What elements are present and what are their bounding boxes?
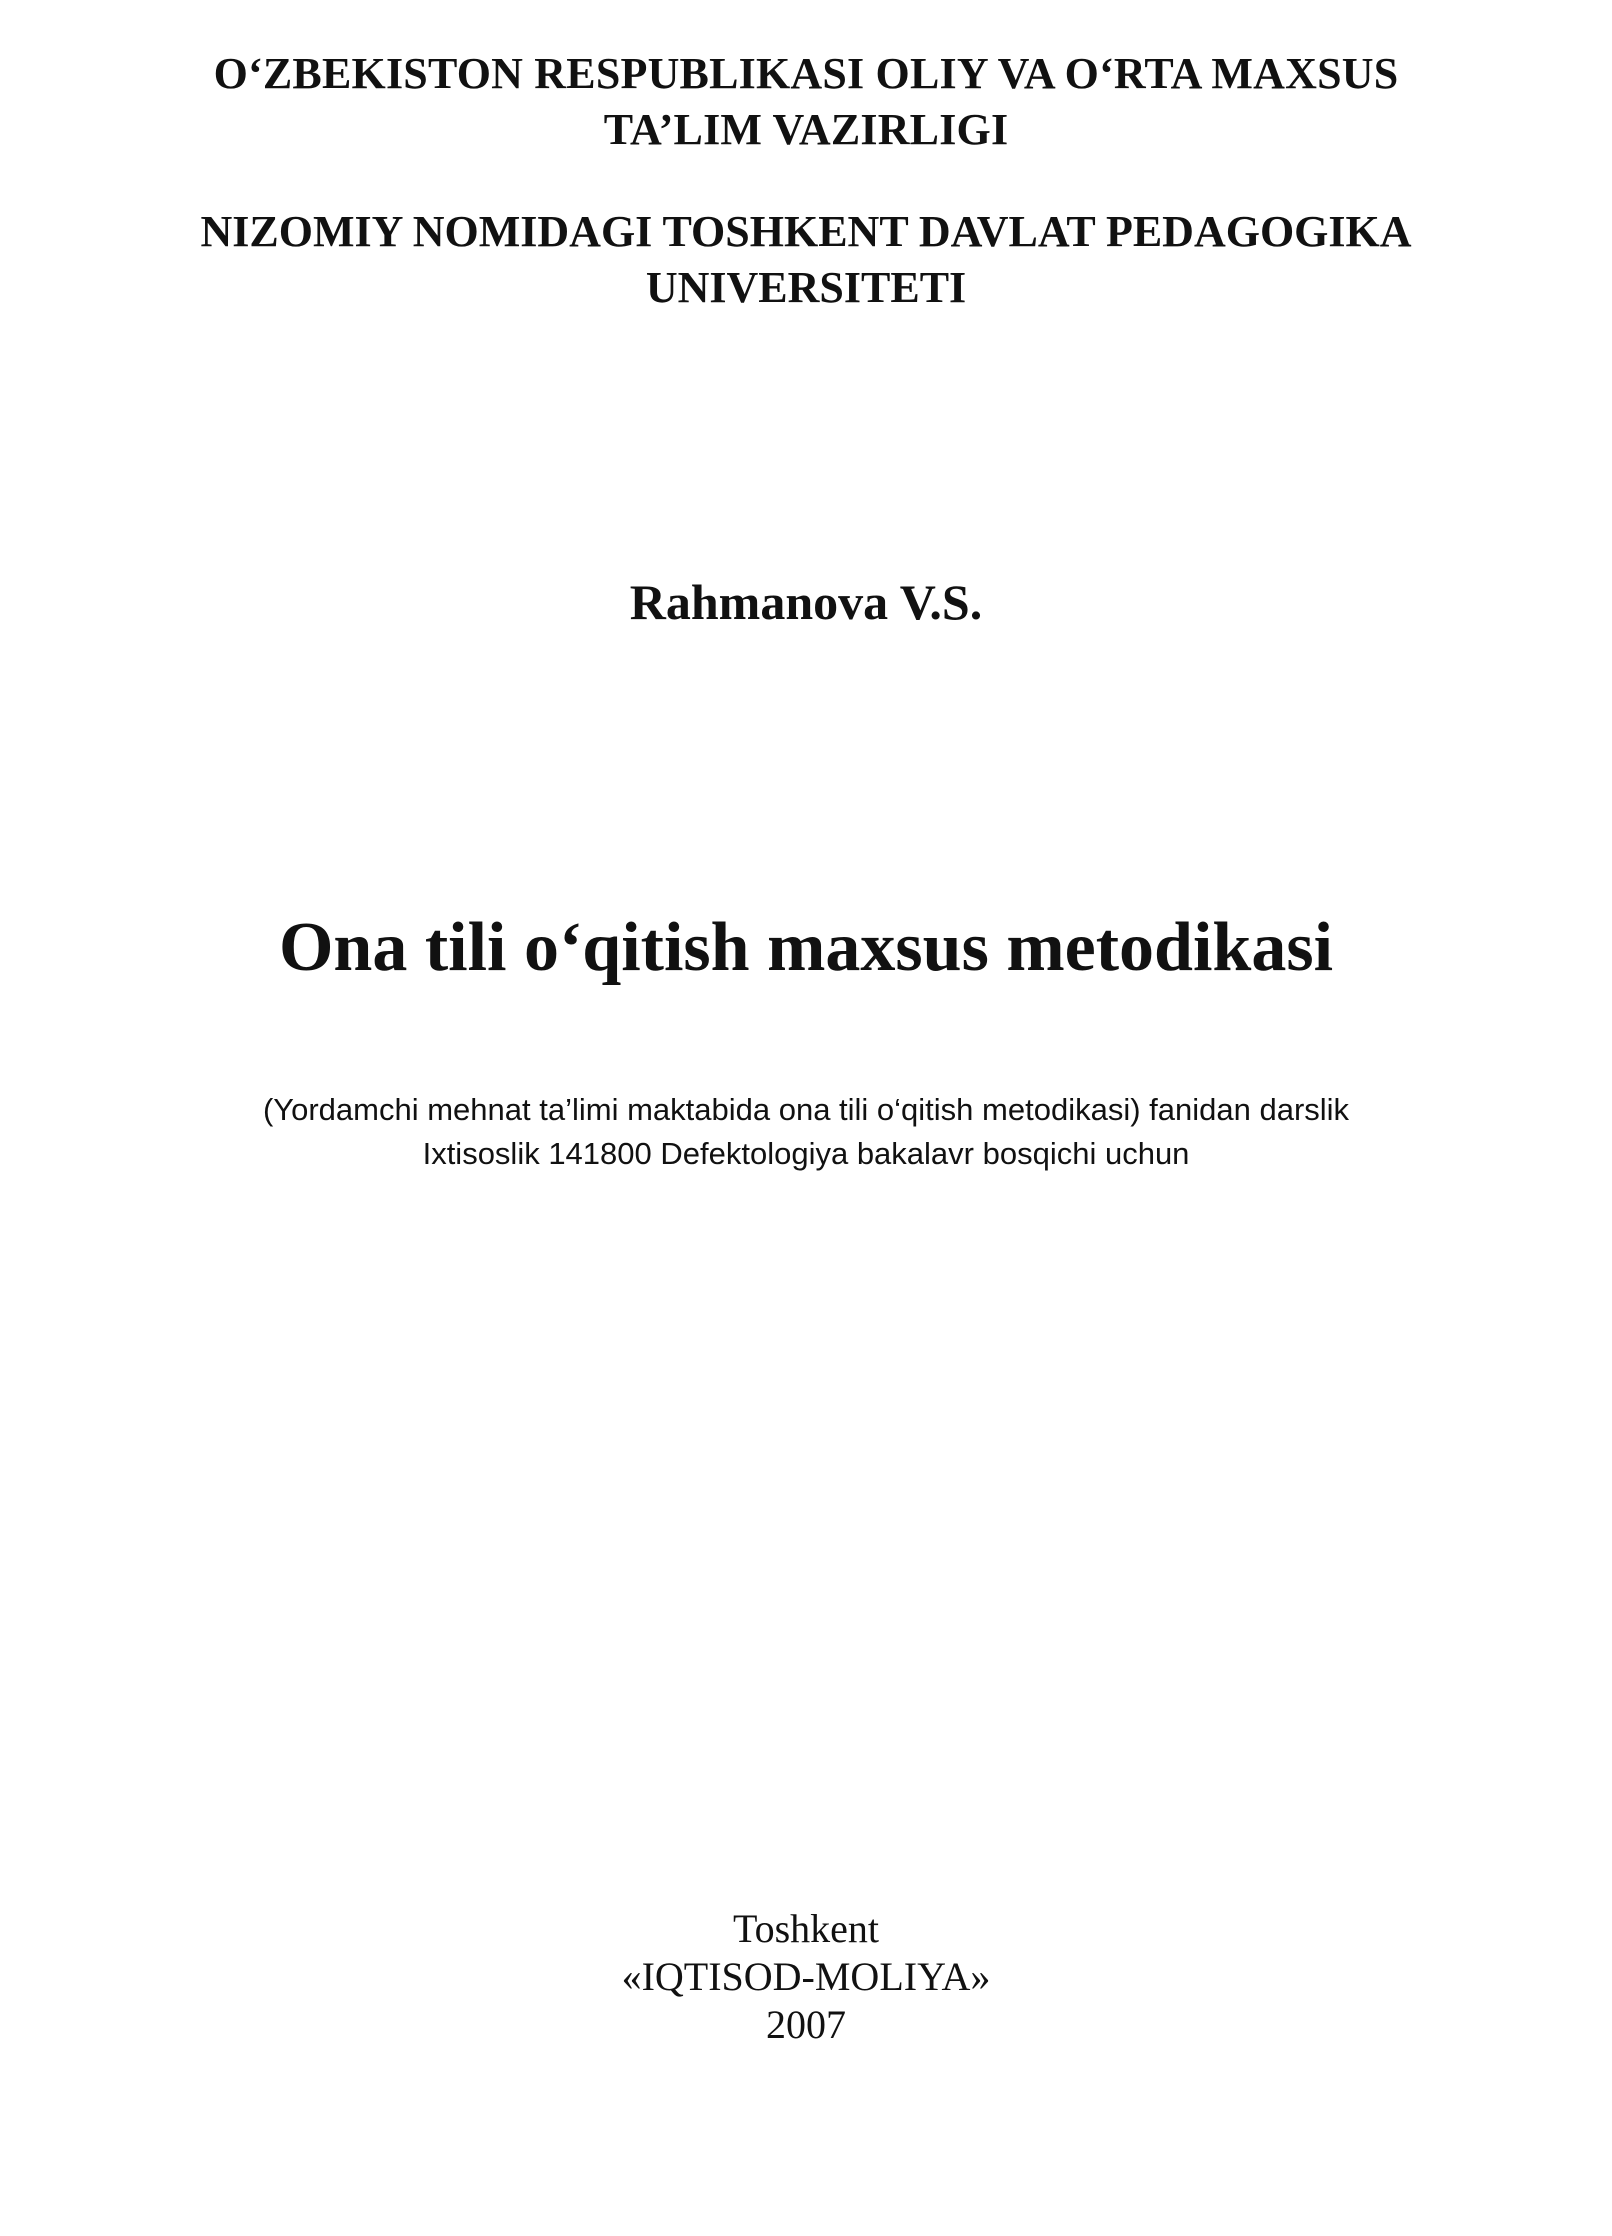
imprint-year: 2007 <box>766 2002 846 2047</box>
subtitle-line-2: Ixtisoslik 141800 Defektologiya bakalavr bosqichi uchun <box>422 1136 1190 1171</box>
book-title: Ona tili o‘qitish maxsus metodikasi <box>278 909 1334 986</box>
book-subtitle <box>0 1088 1612 1176</box>
imprint <box>0 1905 1612 2049</box>
university-line-2: UNIVERSITETI <box>645 263 967 312</box>
imprint-publisher: «IQTISOD-MOLIYA» <box>621 1954 991 1999</box>
university-line-1: NIZOMIY NOMIDAGI TOSHKENT DAVLAT PEDAGOGIKA <box>200 207 1412 256</box>
ministry-line-2: TA’LIM VAZIRLIGI <box>603 105 1009 154</box>
imprint-city: Toshkent <box>732 1906 880 1951</box>
ministry-heading <box>0 46 1612 158</box>
subtitle-line-1: (Yordamchi mehnat ta’limi maktabida ona tili o‘qitish metodikasi) fanidan darslik <box>262 1092 1350 1127</box>
university-heading <box>0 204 1612 316</box>
author-name: Rahmanova V.S. <box>629 574 983 630</box>
ministry-line-1: O‘ZBEKISTON RESPUBLIKASI OLIY VA O‘RTA MAXSUS <box>213 49 1399 98</box>
